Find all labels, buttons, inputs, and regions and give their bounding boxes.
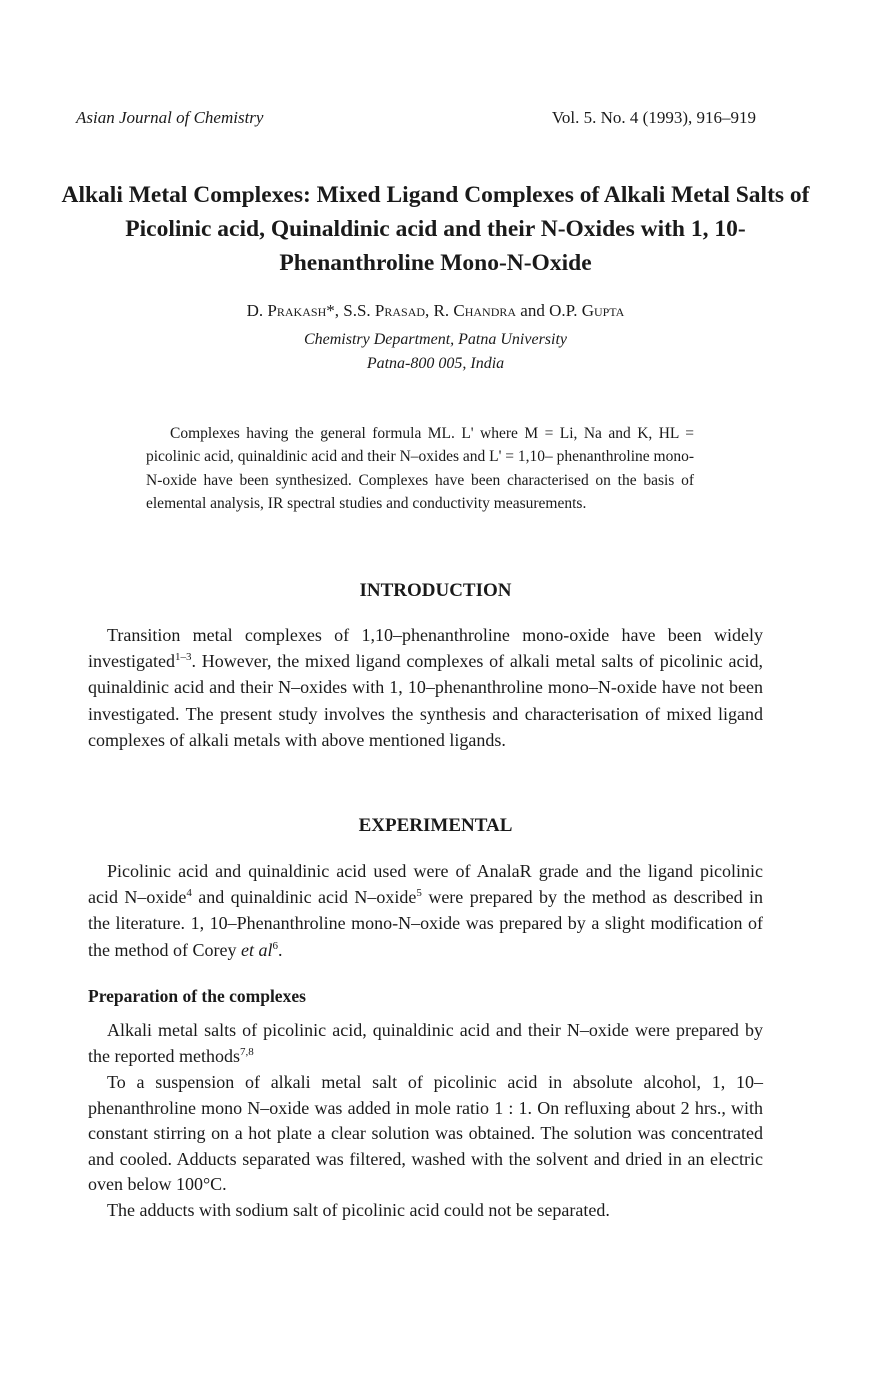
author-separator: ,	[334, 301, 344, 320]
author-separator: ,	[425, 301, 434, 320]
experimental-heading: EXPERIMENTAL	[358, 815, 513, 836]
citation: 5	[416, 887, 422, 900]
citation: 4	[186, 887, 192, 900]
paragraph-text: . However, the mixed ligand complexes of alkali metal salts of picolinic acid, quinaldinic acid and their N–oxides with 1, 10–phenanthroline mono–N-oxide have not been investigated. The present study involves the synthesis and characterisation of mixed ligand complexes of alkali metals with above mentioned ligands.	[88, 651, 763, 750]
volume-info: Vol. 5. No. 4 (1993), 916–919	[551, 108, 756, 127]
corresponding-mark: *	[326, 301, 335, 320]
author-name: O.P. Gupta	[549, 301, 625, 320]
paragraph-text: Picolinic acid and quinaldinic acid used were of AnalaR grade and the ligand picolinic acid N–oxide	[88, 861, 763, 908]
affiliation-department: Chemistry Department, Patna University	[303, 331, 568, 348]
citation: 6	[272, 939, 278, 952]
citation: 7,8	[239, 1045, 254, 1058]
paragraph-text: and quinaldinic acid N–oxide	[191, 887, 417, 908]
journal-name: Asian Journal of Chemistry	[76, 108, 264, 127]
preparation-paragraph-1	[88, 1018, 763, 1069]
preparation-paragraph-2: To a suspension of alkali metal salt of picolinic acid in absolute alcohol, 1, 10–phenanthroline mono N–oxide was added in mole ratio 1 : 1. On refluxing about 2 hrs., with constant stirring on a hot plate a clear solution was obtained. The solution was concentrated and cooled. Adducts separated was filtered, washed with the solvent and dried in an electric oven below 100°C.	[88, 1072, 763, 1195]
affiliation-city: Patna-800 005, India	[366, 355, 505, 372]
paper-title: Alkali Metal Complexes: Mixed Ligand Complexes of Alkali Metal Salts of Picolinic acid, Quinaldinic acid and their N-Oxides with 1, 10-Phenanthroline Mono-N-Oxide	[61, 182, 810, 276]
preparation-heading: Preparation of the complexes	[88, 986, 306, 1006]
author-name: D. Prakash	[246, 301, 327, 320]
abstract: Complexes having the general formula ML. L' where M = Li, Na and K, HL = picolinic acid, quinaldinic acid and their N–oxides and L' = 1,10– phenanthroline mono-N-oxide have been synthesized. Complexes have been characterised on the basis of elemental analysis, IR spectral studies and conductivity measurements.	[146, 425, 694, 513]
author-list	[60, 301, 811, 321]
paragraph-text: .	[277, 939, 283, 960]
introduction-paragraph	[88, 622, 763, 753]
preparation-paragraph-3: The adducts with sodium salt of picolinic acid could not be separated.	[107, 1200, 610, 1220]
paragraph-text: Transition metal complexes of 1,10–phenanthroline mono-oxide have been widely investigated	[88, 625, 763, 672]
paragraph-text: Alkali metal salts of picolinic acid, quinaldinic acid and their N–oxide were prepared by the reported methods	[88, 1020, 763, 1066]
et-al: et al	[240, 939, 273, 960]
experimental-paragraph	[88, 858, 763, 963]
author-separator: and	[516, 301, 550, 320]
author-name: R. Chandra	[433, 301, 517, 320]
introduction-heading: INTRODUCTION	[359, 580, 512, 601]
author-name: S.S. Prasad	[343, 301, 426, 320]
running-header	[76, 108, 756, 132]
citation: 1–3	[174, 651, 192, 664]
paragraph-text: were prepared by the method as described in the literature. 1, 10–Phenanthroline mono-N–oxide was prepared by a slight modification of the method of Corey	[88, 887, 763, 960]
